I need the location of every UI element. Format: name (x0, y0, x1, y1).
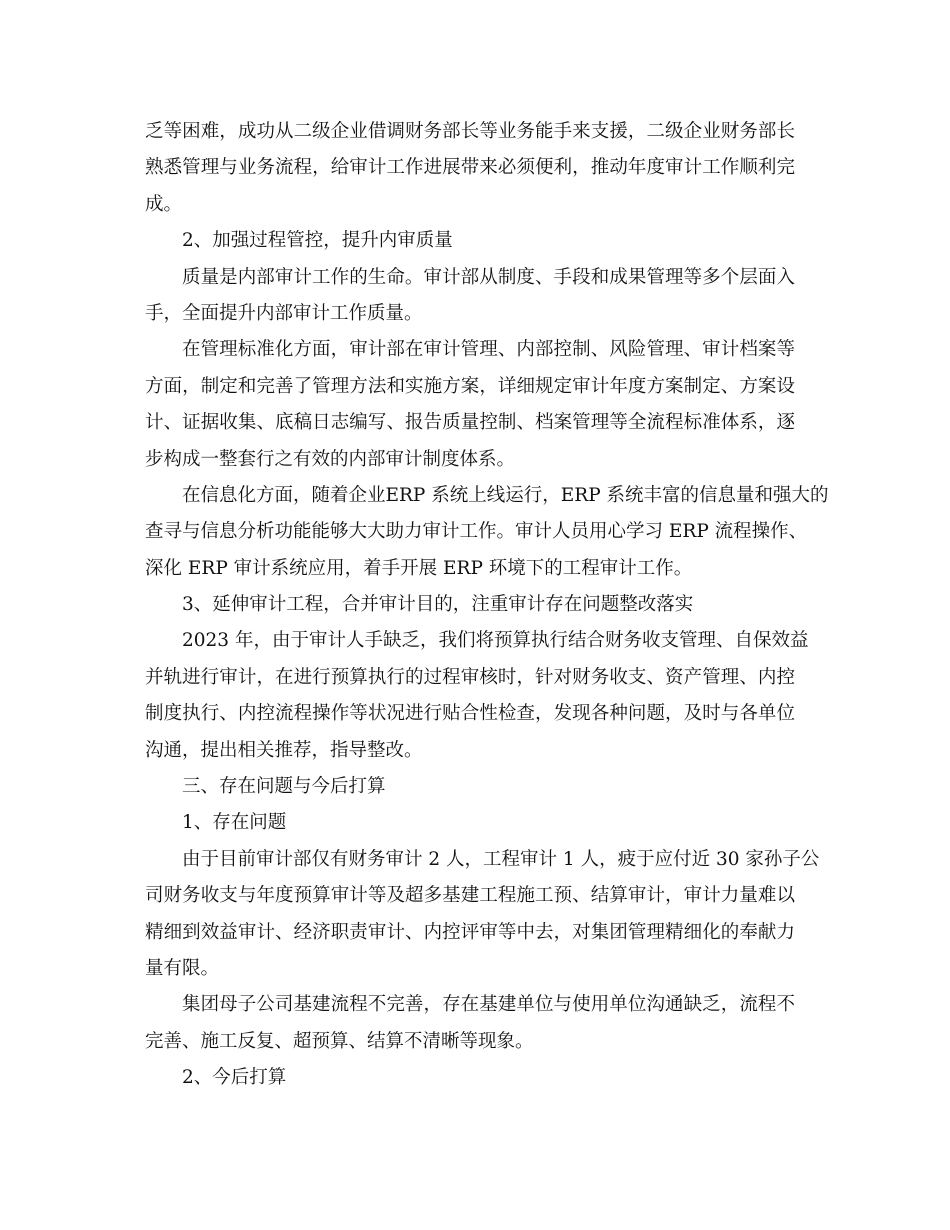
text-line: 精细到效益审计、经济职责审计、内控评审等中去，对集团管理精细化的奉献力 (145, 921, 795, 943)
subsection-heading-future-plans (145, 1060, 795, 1096)
text-line: 完善、施工反复、超预算、结算不清晰等现象。 (145, 1030, 534, 1052)
text-line: 计、证据收集、底稿日志编写、报告质量控制、档案管理等全流程标准体系，逐 (145, 412, 795, 434)
text-line: 乏等困难，成功从二级企业借调财务部长等业务能手来支援，二级企业财务部长 (145, 121, 795, 142)
document-body (145, 114, 829, 1097)
heading-line: 3、延伸审计工程，合并审计目的，注重审计存在问题整改落实 (182, 594, 694, 616)
text-line: 制度执行、内控流程操作等状况进行贴合性检查，发现各种问题，及时与各单位 (145, 703, 795, 725)
paragraph-staffing-problem (145, 842, 820, 988)
text-line: 成。 (145, 193, 183, 215)
text-line: 2023 年，由于审计人手缺乏，我们将预算执行结合财务收支管理、自保效益 (182, 630, 809, 652)
paragraph-continuation (145, 114, 795, 223)
heading-line: 三、存在问题与今后打算 (182, 776, 386, 798)
subsection-heading-existing-problems (145, 805, 795, 841)
section-heading-strengthen-process-control (145, 223, 795, 259)
section-heading-extend-audit (145, 587, 795, 623)
paragraph-quality (145, 260, 795, 333)
text-line: 步构成一整套行之有效的内部审计制度体系。 (145, 448, 516, 470)
text-line: 沟通，提出相关推荐，指导整改。 (145, 739, 423, 761)
text-line: 司财务收支与年度预算审计等及超多基建工程施工预、结算审计，审计力量难以 (145, 885, 795, 907)
text-line: 质量是内部审计工作的生命。审计部从制度、手段和成果管理等多个层面入 (182, 266, 795, 288)
heading-line: 2、加强过程管控，提升内审质量 (182, 230, 453, 252)
section-heading-problems-and-plans (145, 769, 795, 805)
text-line: 在管理标准化方面，审计部在审计管理、内部控制、风险管理、审计档案等 (182, 339, 795, 361)
paragraph-management-standardization (145, 332, 795, 478)
paragraph-2023-audit (145, 623, 809, 769)
text-line: 由于目前审计部仅有财务审计 2 人，工程审计 1 人，疲于应付近 30 家孙子公 (182, 848, 820, 870)
paragraph-informatization (145, 478, 829, 587)
paragraph-construction-process-problem (145, 987, 795, 1060)
text-line: 并轨进行审计，在进行预算执行的过程审核时，针对财务收支、资产管理、内控 (145, 666, 795, 688)
text-line: 方面，制定和完善了管理方法和实施方案，详细规定审计年度方案制定、方案设 (145, 375, 795, 397)
text-line: 手，全面提升内部审计工作质量。 (145, 302, 423, 324)
text-line: 熟悉管理与业务流程，给审计工作进展带来必须便利，推动年度审计工作顺利完 (145, 157, 795, 179)
text-line: 在信息化方面，随着企业ERP 系统上线运行，ERP 系统丰富的信息量和强大的 (182, 484, 829, 506)
text-line: 集团母子公司基建流程不完善，存在基建单位与使用单位沟通缺乏，流程不 (182, 994, 795, 1016)
text-line: 深化 ERP 审计系统应用，着手开展 ERP 环境下的工程审计工作。 (145, 557, 693, 579)
text-line: 查寻与信息分析功能能够大大助力审计工作。审计人员用心学习 ERP 流程操作、 (145, 521, 808, 543)
text-line: 量有限。 (145, 957, 220, 979)
heading-line: 1、存在问题 (182, 812, 287, 834)
heading-line: 2、今后打算 (182, 1067, 287, 1089)
